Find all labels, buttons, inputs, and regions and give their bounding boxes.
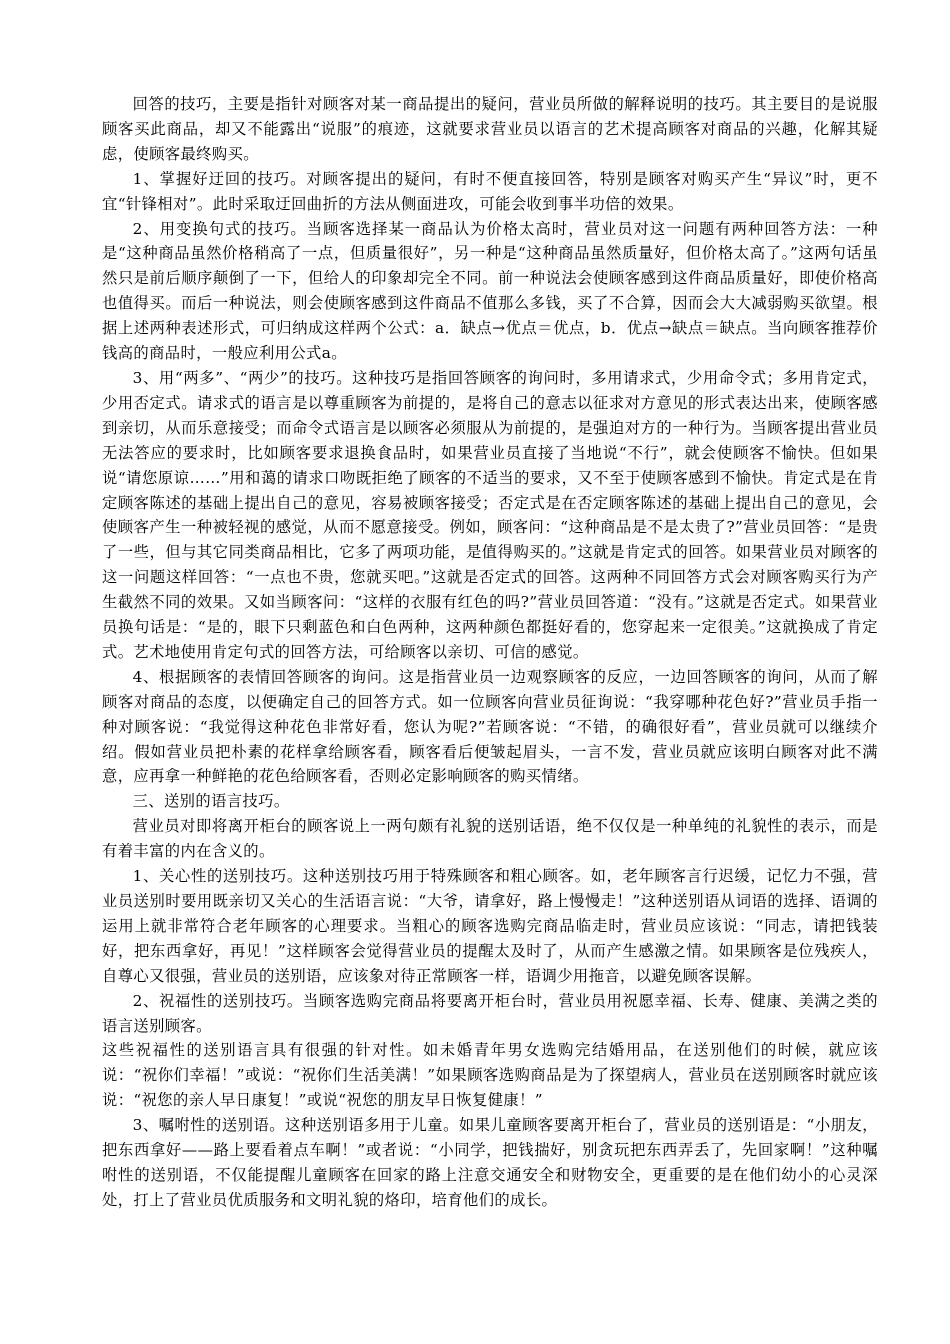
paragraph-farewell-intro: 营业员对即将离开柜台的顾客说上一两句颇有礼貌的送别话语，绝不仅仅是一种单纯的礼貌性的表示，而是有着丰富的内在含义的。 (102, 817, 878, 861)
section-heading-farewell: 三、送别的语言技巧。 (132, 792, 290, 811)
paragraph-two-more-two-less: 3、用“两多”、“两少”的技巧。这种技巧是指回答顾客的询问时，多用请求式，少用命令式；多用肯定式，少用否定式。请求式的语言是以尊重顾客为前提的，是将自己的意志以征求对方意见的形式表达出来，使顾客感到亲切，从而乐意接受；而命令式语言是以顾客必须服从为前提的，是强迫对方的一种行为。当顾客提出营业员无法答应的要求时，比如顾客要求退换食品时，如果营业员直接了当地说“不行”，就会使顾客不愉快。但如果说“请您原谅……”用和蔼的请求口吻既拒绝了顾客的不适当的要求，又不至于使顾客感到不愉快。肯定式是在肯定顾客陈述的基础上提出自己的意见，容易被顾客接受；否定式是在否定顾客陈述的基础上提出自己的意见，会使顾客产生一种被轻视的感觉，从而不愿意接受。例如，顾客问：“这种商品是不是太贵了?”营业员回答：“是贵了一些，但与其它同类商品相比，它多了两项功能，是值得购买的。”这就是肯定式的回答。如果营业员对顾客的这一问题这样回答：“一点也不贵，您就买吧。”这就是否定式的回答。这两种不同回答方式会对顾客购买行为产生截然不同的效果。又如当顾客问：“这样的衣服有红色的吗?”营业员回答道：“没有。”这就是否定式。如果营业员换句话是：“是的，眼下只剩蓝色和白色两种，这两种颜色都挺好看的，您穿起来一定很美。”这就换成了肯定式。艺术地使用肯定句式的回答方法，可给顾客以亲切、可信的感觉。 (102, 368, 878, 661)
paragraph-reminder-farewell: 3、嘱咐性的送别语。这种送别语多用于儿童。如果儿童顾客要离开柜台了，营业员的送别语是：“小朋友，把东西拿好——路上要看着点车啊！”或者说：“小同学，把钱揣好，别贪玩把东西弄丢了，先回家啊！”这种嘱咐性的送别语，不仅能提醒儿童顾客在回家的路上注意交通安全和财物安全，更重要的是在他们幼小的心灵深处，打上了营业员优质服务和文明礼貌的烙印，培育他们的成长。 (102, 1116, 878, 1209)
paragraph-expression-based-answer: 4、根据顾客的表情回答顾客的询问。这是指营业员一边观察顾客的反应，一边回答顾客的询问，从而了解顾客对商品的态度，以便确定自己的回答方式。如一位顾客向营业员征询说：“我穿哪种花色好?”营业员手指一种对顾客说：“我觉得这种花色非常好看，您认为呢?”若顾客说：“不错，的确很好看”，营业员就可以继续介绍。假如营业员把朴素的花样拿给顾客看，顾客看后便皱起眉头，一言不发，营业员就应该明白顾客对此不满意，应再拿一种鲜艳的花色给顾客看，否则必定影响顾客的购买情绪。 (102, 667, 878, 786)
paragraph-blessing-farewell: 2、祝福性的送别技巧。当顾客选购完商品将要离开柜台时，营业员用祝愿幸福、长寿、健康、美满之类的语言送别顾客。 (102, 991, 878, 1035)
paragraph-blessing-examples: 这些祝福性的送别语言具有很强的针对性。如未婚青年男女选购完结婚用品，在送别他们的时候，就应该说：“祝你们幸福！”或说：“祝你们生活美满！”如果顾客选购商品是为了探望病人，营业员在送别顾客时就应该说：“祝您的亲人早日康复！”或说“祝您的朋友早日恢复健康！” (102, 1041, 878, 1110)
paragraph-caring-farewell: 1、关心性的送别技巧。这种送别技巧用于特殊顾客和粗心顾客。如，老年顾客言行迟缓，记忆力不强，营业员送别时要用既亲切又关心的生活语言说：“大爷，请拿好，路上慢慢走！”这种送别语从词语的选择、语调的运用上就非常符合老年顾客的心理要求。当粗心的顾客选购完商品临走时，营业员应该说：“同志，请把钱装好，把东西拿好，再见！”这样顾客会觉得营业员的提醒太及时了，从而产生感激之情。如果顾客是位残疾人，自尊心又很强，营业员的送别语，应该象对待正常顾客一样，语调少用拖音，以避免顾客误解。 (102, 867, 878, 985)
paragraph-indirect-answer: 1、掌握好迂回的技巧。对顾客提出的疑问，有时不便直接回答，特别是顾客对购买产生“异议”时，更不宜“针锋相对”。此时采取迂回曲折的方法从侧面进攻，可能会收到事半功倍的效果。 (102, 169, 878, 213)
paragraph-answer-skills-intro: 回答的技巧，主要是指针对顾客对某一商品提出的疑问，营业员所做的解释说明的技巧。其主要目的是说服顾客买此商品，却又不能露出“说服”的痕迹，这就要求营业员以语言的艺术提高顾客对商品的兴趣，化解其疑虑，使顾客最终购买。 (102, 95, 878, 163)
paragraph-sentence-pattern: 2、用变换句式的技巧。当顾客选择某一商品认为价格太高时，营业员对这一问题有两种回答方法：一种是“这种商品虽然价格稍高了一点，但质量很好”，另一种是“这种商品虽然质量好，但价格太高了。”这两句话虽然只是前后顺序颠倒了一下，但给人的印象却完全不同。前一种说法会使顾客感到这件商品质量好，即使价格高也值得买。而后一种说法，则会使顾客感到这件商品不值那么多钱，买了不合算，因而会大大减弱购买欲望。根据上述两种表述形式，可归纳成这样两个公式：a．缺点→优点＝优点，b．优点→缺点＝缺点。当向顾客推荐价钱高的商品时，一般应利用公式a。 (102, 219, 878, 363)
